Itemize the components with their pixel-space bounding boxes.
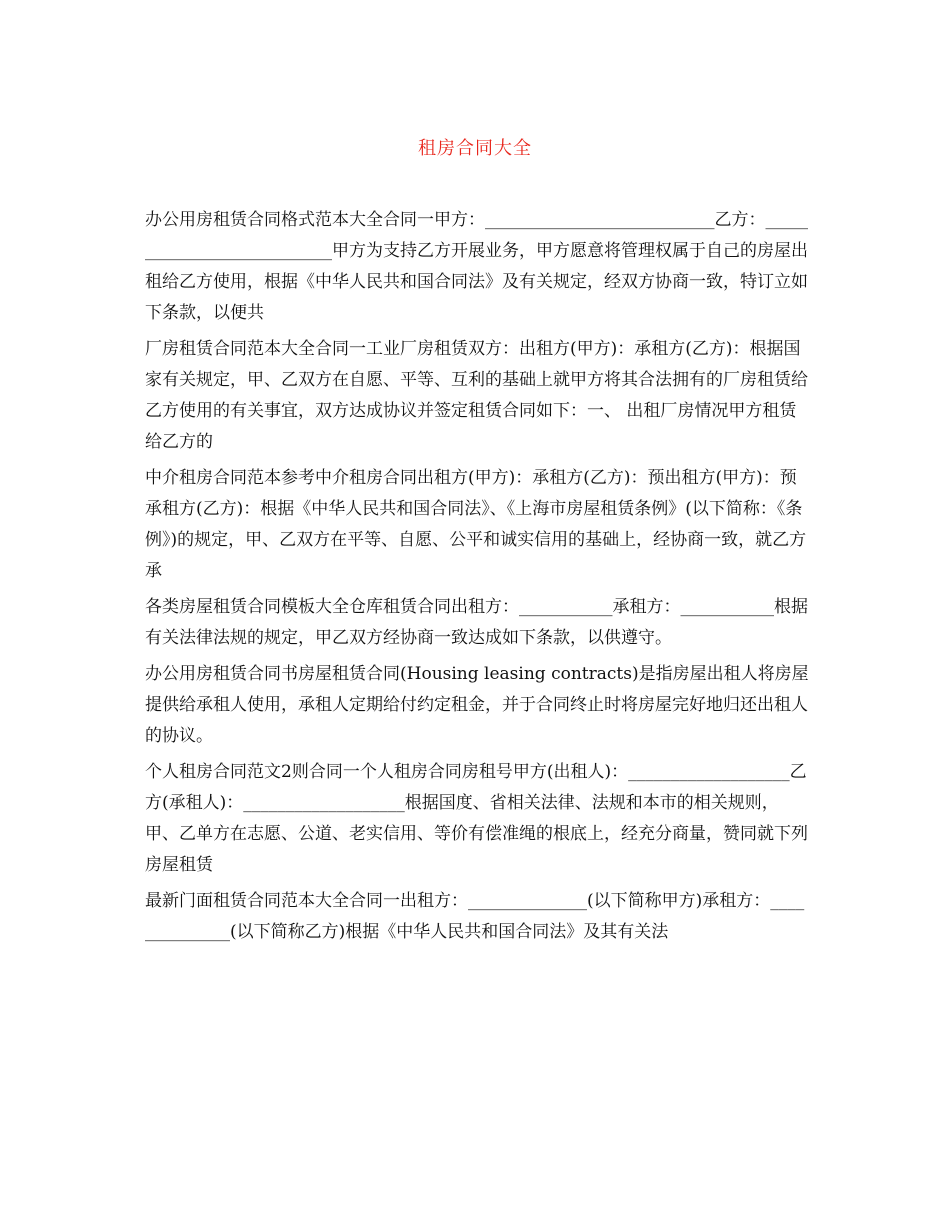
paragraph-factory-lease: 厂房租赁合同范本大全合同一工业厂房租赁双方：出租方(甲方)：承租方(乙方)：根据国家有关规定，甲、乙双方在自愿、平等、互利的基础上就甲方将其合法拥有的厂房租赁给乙方使用的有关事宜，双方达成协议并签定租赁合同如下：一、 出租厂房情况甲方租赁给乙方的 <box>145 339 808 452</box>
paragraph-housing-lease-definition: 办公用房租赁合同书房屋租赁合同(Housing leasing contracts)是指房屋出租人将房屋提供给承租人使用，承租人定期给付约定租金，并于合同终止时将房屋完好地归还出租人的协议。 <box>145 664 809 746</box>
paragraph-personal-lease: 个人租房合同范文2则合同一个人租房合同房租号甲方(出租人)：___________________乙方(承租人)：___________________根据国度、省相关法律、法规和本市的相关规则，甲、乙单方在志愿、公道、老实信用、等价有偿准绳的根底上，经充分商量，赞同就下列房屋租赁 <box>145 762 808 875</box>
paragraph-agency-lease: 中介租房合同范本参考中介租房合同出租方(甲方)：承租方(乙方)：预出租方(甲方)：预承租方(乙方)：根据《中华人民共和国合同法》、《上海市房屋租赁条例》(以下简称：《条例》)的规定，甲、乙双方在平等、自愿、公平和诚实信用的基础上，经协商一致，就乙方承 <box>145 468 807 581</box>
paragraph-storefront-lease: 最新门面租赁合同范本大全合同一出租方：______________(以下简称甲方)承租方：______________(以下简称乙方)根据《中华人民共和国合同法》及其有关法 <box>145 891 805 942</box>
paragraph-warehouse-lease: 各类房屋租赁合同模板大全仓库租赁合同出租方：___________承租方：___________根据有关法律法规的规定，甲乙双方经协商一致达成如下条款，以供遵守。 <box>145 597 808 648</box>
document-body <box>145 205 810 953</box>
document-title: 租房合同大全 <box>418 138 532 159</box>
paragraph-office-lease: 办公用房租赁合同格式范本大全合同一甲方：___________________________乙方：___________________________甲方为支持乙方开展业务，甲方愿意将管理权属于自己的房屋出租给乙方使用，根据《中华人民共和国合同法》及有关规定，经双方协商一致，特订立如下条款，以便共 <box>145 210 808 323</box>
